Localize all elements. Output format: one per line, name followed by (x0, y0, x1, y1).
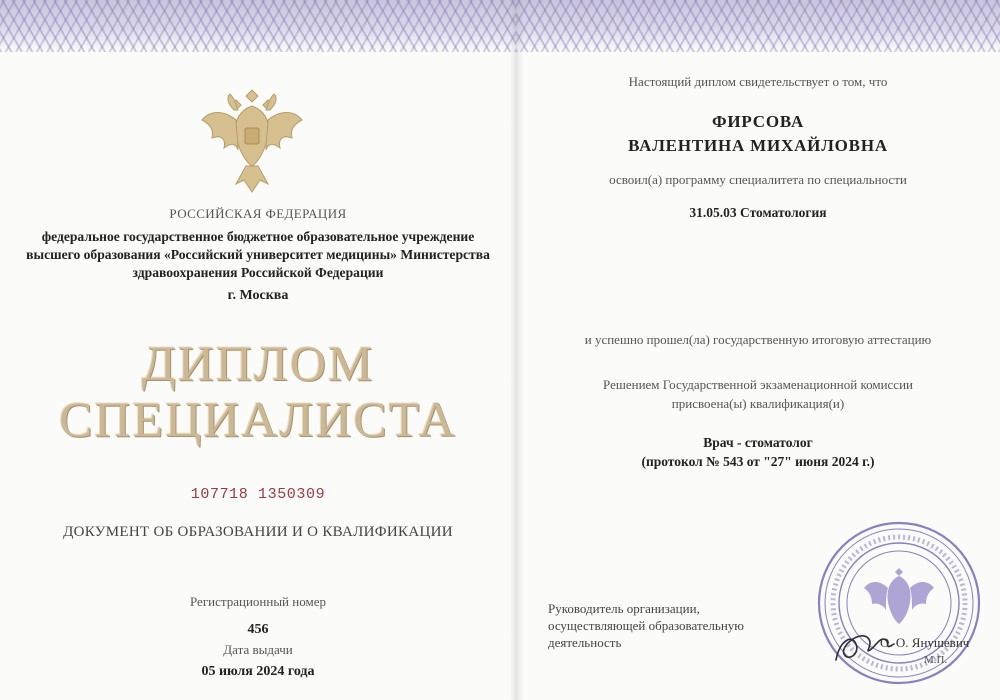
mastered-program-text: освоил(а) программу специалитета по специальности (609, 172, 907, 187)
signatory-name: О. О. Янушевич (880, 635, 970, 650)
institution-name: федеральное государственное бюджетное образовательное учреждение высшего образования «Российский университет медицины» Министерства здравоохранения Российской Федерации (26, 229, 490, 280)
country-name: РОССИЙСКАЯ ФЕДЕРАЦИЯ (169, 206, 347, 221)
eagle-emblem-icon (196, 80, 308, 200)
serial-number: 107718 1350309 (190, 486, 326, 503)
protocol-reference: (протокол № 543 от "27" июня 2024 г.) (641, 454, 875, 469)
issue-date-label: Дата выдачи (223, 642, 293, 657)
head-of-organization-title: Руководитель организации, осуществляющей образовательную деятельность (548, 601, 744, 650)
commission-decision-line1: Решением Государственной экзаменационной комиссии (603, 377, 913, 392)
city: г. Москва (227, 288, 289, 303)
diploma-title-line1: ДИПЛОМ (141, 335, 375, 391)
commission-decision-line2: присвоена(ы) квалификация(и) (671, 396, 845, 411)
document-type: ДОКУМЕНТ ОБ ОБРАЗОВАНИИ И О КВАЛИФИКАЦИИ (63, 524, 453, 540)
top-guilloche-band (516, 0, 1000, 52)
registration-label: Регистрационный номер (190, 594, 326, 609)
graduate-surname: ФИРСОВА (711, 112, 805, 131)
specialty: 31.05.03 Стоматология (689, 205, 827, 220)
qualification: Врач - стоматолог (703, 435, 813, 450)
issue-date: 05 июля 2024 года (201, 664, 315, 679)
registration-number: 456 (247, 622, 269, 637)
seal-place-mark: М.П. (924, 654, 948, 666)
graduate-given-names: ВАЛЕНТИНА МИХАЙЛОВНА (628, 136, 888, 155)
attestation-text: и успешно прошел(ла) государственную итоговую аттестацию (584, 332, 932, 347)
diploma-title-line2: СПЕЦИАЛИСТА (59, 391, 457, 447)
top-guilloche-band (0, 0, 516, 52)
certification-intro: Настоящий диплом свидетельствует о том, что (628, 74, 888, 89)
